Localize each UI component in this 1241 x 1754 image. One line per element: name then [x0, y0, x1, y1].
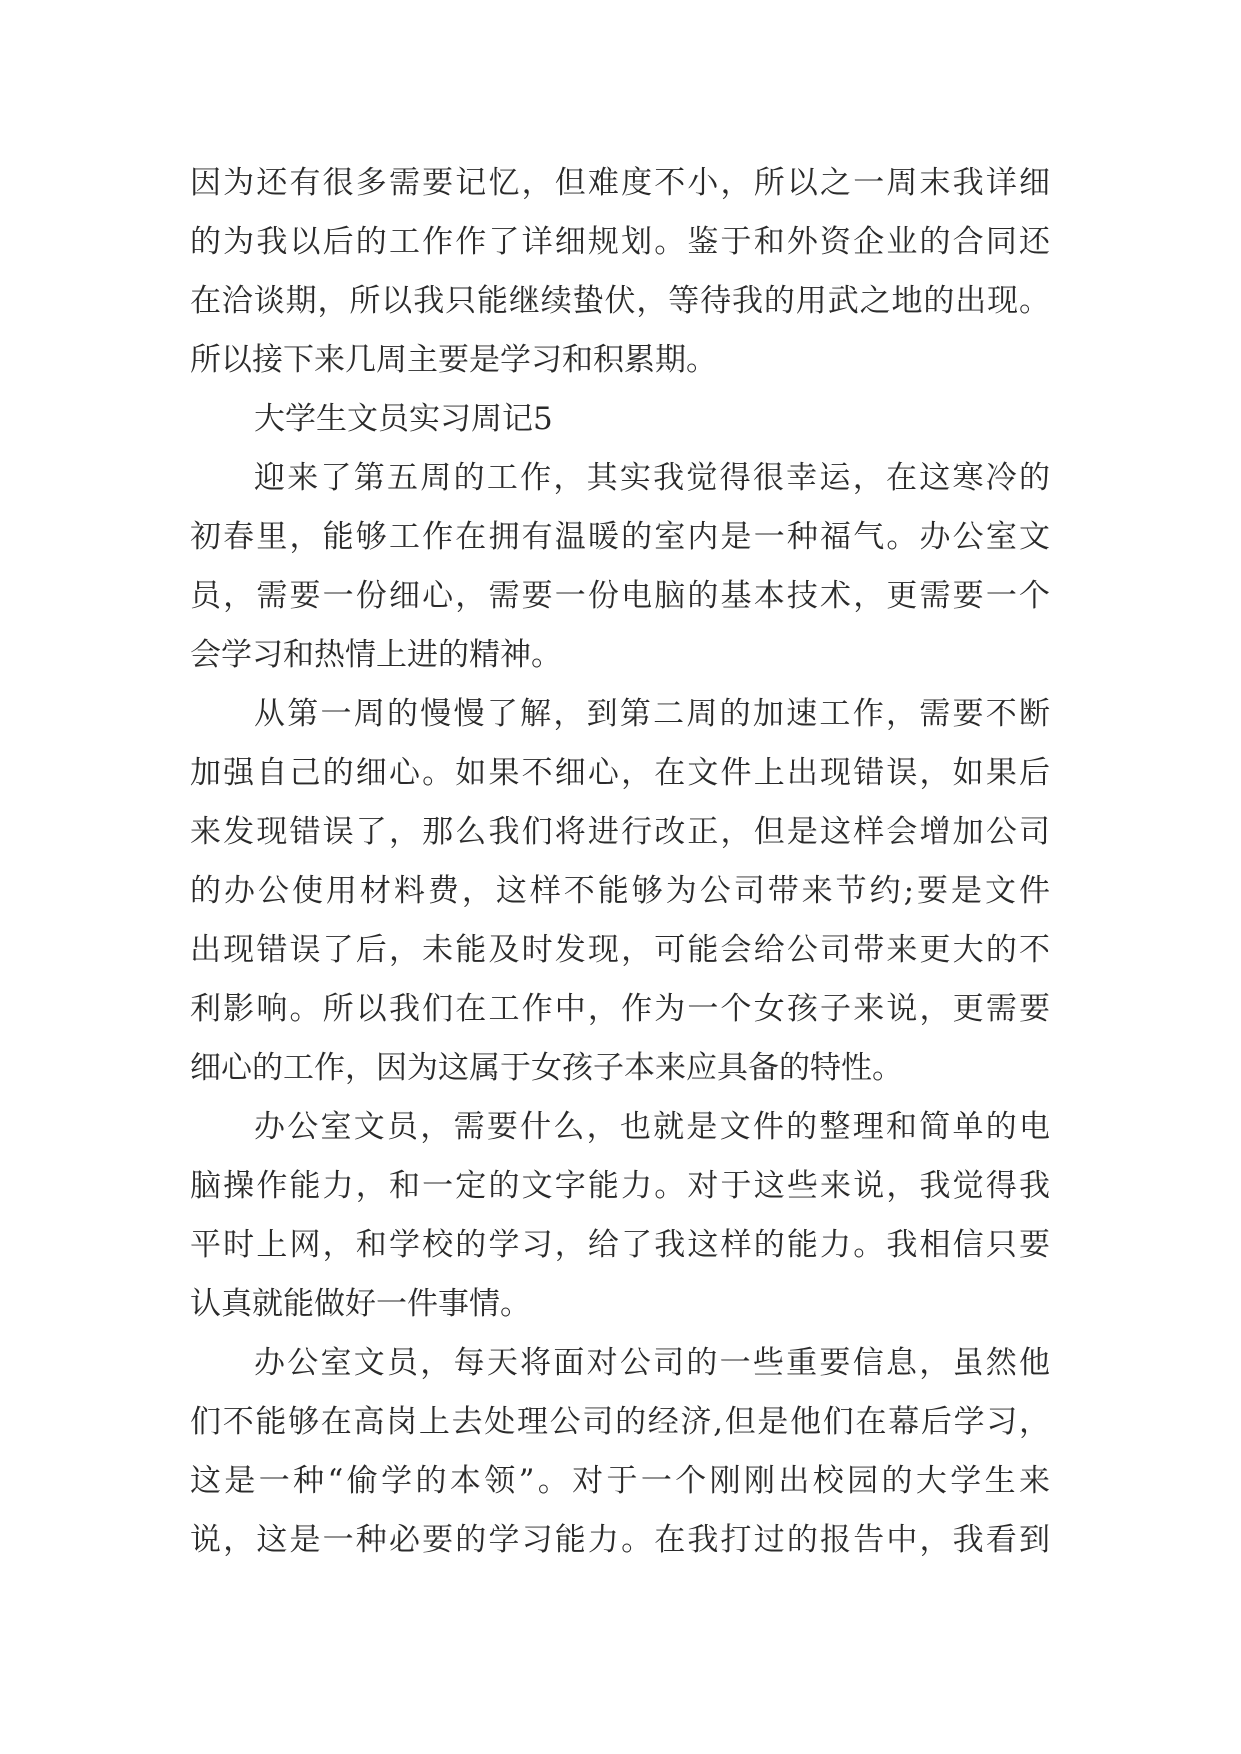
paragraph — [190, 154, 1050, 390]
text-line: 所以接下来几周主要是学习和积累期。 — [190, 342, 717, 378]
text-line: 平时上网，和学校的学习，给了我这样的能力。我相信只要 — [190, 1227, 1050, 1263]
section-heading — [190, 390, 1050, 449]
text-line: 办公室文员，每天将面对公司的一些重要信息，虽然他 — [254, 1345, 1050, 1381]
text-line: 这是一种“偷学的本领”。对于一个刚刚出校园的大学生来 — [190, 1463, 1050, 1499]
text-line: 说，这是一种必要的学习能力。在我打过的报告中，我看到 — [190, 1522, 1050, 1558]
text-line: 员，需要一份细心，需要一份电脑的基本技术，更需要一个 — [190, 578, 1050, 614]
document-page — [190, 154, 1050, 1570]
paragraph — [190, 1334, 1050, 1570]
text-line: 出现错误了后，未能及时发现，可能会给公司带来更大的不 — [190, 932, 1050, 968]
text-line: 会学习和热情上进的精神。 — [190, 637, 562, 673]
text-line: 因为还有很多需要记忆，但难度不小，所以之一周末我详细 — [190, 165, 1050, 201]
text-line: 的为我以后的工作作了详细规划。鉴于和外资企业的合同还 — [190, 224, 1050, 260]
text-line: 的办公使用材料费，这样不能够为公司带来节约;要是文件 — [190, 873, 1050, 909]
text-line: 在洽谈期，所以我只能继续蛰伏，等待我的用武之地的出现。 — [190, 283, 1050, 319]
text-line: 利影响。所以我们在工作中，作为一个女孩子来说，更需要 — [190, 991, 1050, 1027]
text-line: 从第一周的慢慢了解，到第二周的加速工作，需要不断 — [254, 696, 1050, 732]
text-line: 来发现错误了，那么我们将进行改正，但是这样会增加公司 — [190, 814, 1050, 850]
text-line: 加强自己的细心。如果不细心，在文件上出现错误，如果后 — [190, 755, 1050, 791]
text-line: 认真就能做好一件事情。 — [190, 1286, 531, 1322]
text-line: 脑操作能力，和一定的文字能力。对于这些来说，我觉得我 — [190, 1168, 1050, 1204]
text-line: 细心的工作，因为这属于女孩子本来应具备的特性。 — [190, 1050, 903, 1086]
paragraph — [190, 685, 1050, 1098]
paragraph — [190, 1098, 1050, 1334]
section-heading-text: 大学生文员实习周记5 — [254, 401, 553, 437]
paragraph — [190, 449, 1050, 685]
text-line: 初春里，能够工作在拥有温暖的室内是一种福气。办公室文 — [190, 519, 1050, 555]
text-line: 们不能够在高岗上去处理公司的经济,但是他们在幕后学习， — [190, 1404, 1050, 1440]
text-line: 办公室文员，需要什么，也就是文件的整理和简单的电 — [254, 1109, 1050, 1145]
text-line: 迎来了第五周的工作，其实我觉得很幸运，在这寒冷的 — [254, 460, 1050, 496]
